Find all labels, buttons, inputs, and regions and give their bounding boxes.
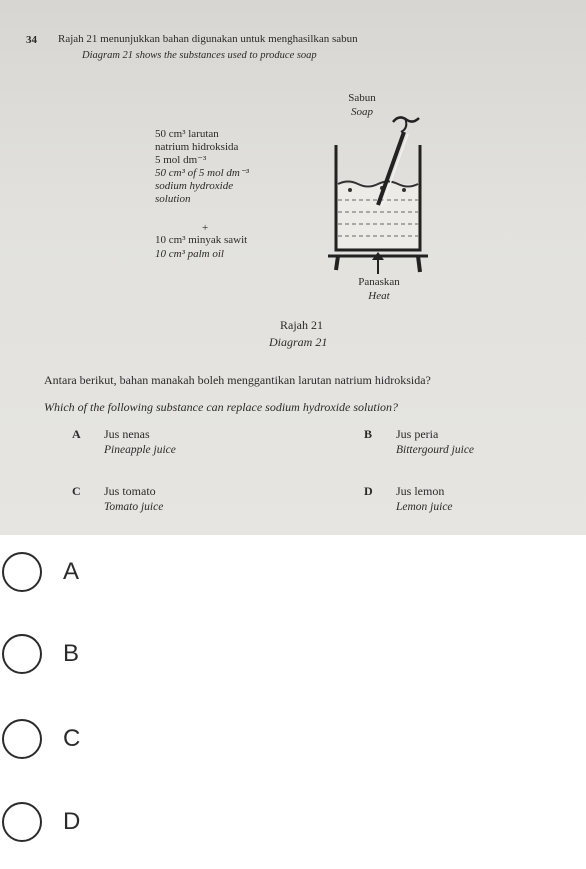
diagram-caption-english: Diagram 21: [269, 335, 328, 349]
choice-a[interactable]: [0, 538, 586, 608]
naoh-label-line: natrium hidroksida: [155, 141, 239, 153]
intro-english: Diagram 21 shows the substances used to produce soap: [82, 50, 317, 61]
beaker-drawing: [320, 100, 440, 280]
choice-label-c: C: [63, 725, 81, 752]
option-malay: Jus nenas: [104, 427, 150, 441]
soap-label-english: Soap: [351, 106, 373, 118]
option-malay: Jus tomato: [104, 484, 156, 498]
option-malay: Jus peria: [396, 427, 439, 441]
question-prompt-malay: Antara berikut, bahan manakah boleh menggantikan larutan natrium hidroksida?: [44, 373, 431, 387]
naoh-label-line: 5 mol dm⁻³: [155, 154, 207, 166]
naoh-label-malay: [155, 128, 238, 167]
radio-button-c[interactable]: [2, 719, 42, 759]
option-letter: D: [364, 484, 373, 498]
question-prompt-english: Which of the following substance can replace sodium hydroxide solution?: [44, 400, 399, 414]
option-english: Tomato juice: [104, 501, 164, 513]
apparatus-diagram: [320, 92, 440, 302]
radio-button-a[interactable]: [2, 552, 42, 592]
heat-label-malay: Panaskan: [358, 276, 400, 288]
choice-d[interactable]: [0, 788, 586, 858]
option-letter: A: [72, 427, 81, 441]
radio-button-d[interactable]: [2, 802, 42, 842]
naoh-label-english: [155, 167, 249, 206]
choice-label-a: A: [63, 558, 80, 585]
option-english: Lemon juice: [396, 501, 453, 513]
option-malay: Jus lemon: [396, 484, 445, 498]
option-english: Pineapple juice: [104, 444, 176, 456]
question-number: 34: [26, 34, 37, 46]
choice-b[interactable]: [0, 620, 586, 690]
choice-label-d: D: [63, 808, 81, 835]
option-letter: B: [364, 427, 373, 441]
oil-label-malay: 10 cm³ minyak sawit: [155, 234, 248, 246]
plus-sign: +: [202, 222, 209, 234]
naoh-label-line: 50 cm³ larutan: [155, 128, 219, 140]
soap-label-malay: Sabun: [348, 92, 376, 104]
heat-label-english: Heat: [368, 290, 390, 302]
naoh-label-line: 50 cm³ of 5 mol dm⁻³: [155, 167, 249, 179]
option-english: Bittergourd juice: [396, 444, 475, 456]
choice-c[interactable]: [0, 705, 586, 775]
option-letter: C: [72, 484, 81, 498]
diagram-caption-malay: Rajah 21: [280, 318, 323, 332]
choice-label-b: B: [63, 640, 80, 667]
intro-malay: Rajah 21 menunjukkan bahan digunakan untuk menghasilkan sabun: [58, 33, 358, 45]
radio-button-b[interactable]: [2, 634, 42, 674]
naoh-label-line: solution: [155, 193, 191, 205]
naoh-label-line: sodium hydroxide: [155, 180, 234, 192]
oil-label-english: 10 cm³ palm oil: [155, 248, 224, 260]
